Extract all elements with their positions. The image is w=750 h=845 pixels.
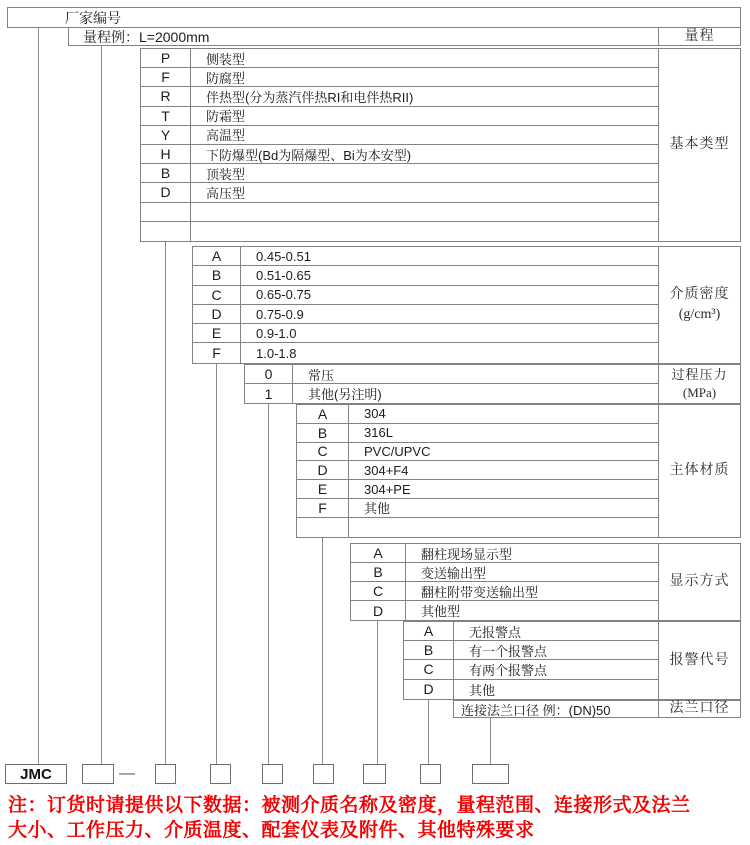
category-alarm: 报警代号 [658, 621, 741, 700]
code-cell: A [297, 405, 349, 423]
table-row [297, 461, 658, 480]
code-cell: D [404, 680, 454, 699]
desc-cell [191, 222, 658, 241]
connector-line-density [216, 364, 217, 764]
table-row [297, 405, 658, 424]
desc-cell: 高压型 [206, 185, 246, 201]
connector-line-pressure [268, 403, 269, 764]
code-cell [141, 222, 191, 241]
ordering-note-line2: 大小、工作压力、介质温度、配套仪表及附件、其他特殊要求 [8, 820, 535, 841]
desc-cell: 翻柱现场显示型 [421, 546, 513, 562]
code-cell: B [297, 424, 349, 442]
desc-cell: 侧装型 [206, 51, 246, 67]
desc-cell: 0.45-0.51 [256, 248, 311, 264]
code-cell: C [404, 660, 454, 678]
code-cell: E [297, 480, 349, 498]
code-cell: H [141, 145, 191, 163]
code-cell: D [193, 305, 241, 323]
desc-cell: 变送输出型 [421, 565, 487, 581]
table-row [141, 183, 658, 202]
code-box-basic-type [155, 764, 176, 784]
code-cell: D [297, 461, 349, 479]
table-row [141, 107, 658, 126]
table-row [141, 126, 658, 145]
density-table [192, 246, 659, 364]
desc-cell [349, 518, 658, 537]
table-row [351, 544, 658, 563]
connector-line-material [322, 538, 323, 764]
desc-cell: 其他 [364, 501, 391, 517]
desc-cell: 0.75-0.9 [256, 306, 304, 322]
connector-line-flange [490, 717, 491, 764]
code-cell [141, 203, 191, 221]
category-flange: 法兰口径 [658, 700, 741, 718]
desc-cell: 下防爆型(Bd为隔爆型、Bi为本安型) [206, 147, 412, 163]
code-cell: B [193, 266, 241, 284]
table-row [141, 164, 658, 183]
desc-cell: 无报警点 [469, 624, 522, 640]
connector-line-alarm [428, 699, 429, 764]
ordering-note [8, 793, 748, 843]
manufacturer-number-box [7, 7, 741, 28]
connector-line-manufacturer [38, 27, 39, 764]
display-mode-table [350, 543, 659, 621]
code-cell: A [193, 247, 241, 265]
code-cell: C [297, 443, 349, 461]
code-cell: F [297, 499, 349, 517]
table-row [193, 343, 658, 362]
category-density [658, 246, 741, 364]
category-pressure-line1: 过程压力 [671, 366, 728, 382]
table-row [141, 68, 658, 87]
table-row [141, 87, 658, 106]
pressure-table [244, 364, 659, 404]
code-cell: B [404, 641, 454, 659]
desc-cell: 316L [364, 425, 393, 441]
table-row [297, 518, 658, 537]
alarm-table [403, 621, 659, 700]
ordering-note-line1: 注：订货时请提供以下数据：被测介质名称及密度，量程范围、连接形式及法兰 [8, 795, 691, 816]
range-example-box [68, 27, 659, 46]
code-box-pressure [262, 764, 283, 784]
code-cell: 1 [245, 384, 293, 403]
desc-cell: 0.9-1.0 [256, 325, 297, 341]
table-row [141, 222, 658, 241]
desc-cell: 其他型 [421, 604, 461, 619]
category-density-line1: 介质密度 [669, 287, 730, 303]
desc-cell: 0.51-0.65 [256, 267, 311, 283]
flange-size-box [453, 700, 659, 718]
code-cell [297, 518, 349, 537]
desc-cell [191, 203, 658, 221]
table-row [193, 324, 658, 343]
code-cell: 0 [245, 365, 293, 383]
code-cell: A [351, 544, 406, 562]
code-box-alarm [420, 764, 441, 784]
desc-cell: 高温型 [206, 128, 246, 144]
table-row [141, 203, 658, 222]
code-box-flange [472, 764, 509, 784]
code-cell: C [193, 286, 241, 304]
code-cell: F [141, 68, 191, 86]
table-row [297, 480, 658, 499]
table-row [351, 563, 658, 582]
table-row [141, 145, 658, 164]
connector-line-basic-type [165, 242, 166, 764]
desc-cell: 1.0-1.8 [256, 345, 297, 361]
category-range: 量程 [658, 27, 741, 46]
desc-cell: 防腐型 [206, 70, 246, 86]
range-example-label: 量程例：L=2000mm [83, 28, 210, 45]
desc-cell: 有一个报警点 [469, 643, 548, 659]
table-row [351, 582, 658, 601]
code-cell: E [193, 324, 241, 342]
code-cell: Y [141, 126, 191, 144]
desc-cell: 伴热型(分为蒸汽伴热RI和电伴热RII) [206, 89, 414, 105]
category-basic-type: 基本类型 [658, 48, 741, 242]
connector-line-range [101, 46, 102, 764]
desc-cell: 翻柱附带变送输出型 [421, 584, 539, 600]
code-cell: D [141, 183, 191, 201]
code-cell: B [351, 563, 406, 581]
desc-cell: PVC/UPVC [364, 443, 431, 459]
dash-separator: — [119, 765, 135, 782]
table-row [297, 443, 658, 462]
material-table [296, 404, 659, 538]
table-row [297, 424, 658, 443]
code-cell: D [351, 601, 406, 620]
table-row [193, 266, 658, 285]
category-pressure-line2: (MPa) [682, 385, 717, 400]
table-row [351, 601, 658, 620]
code-box-range [82, 764, 114, 784]
desc-cell: 其他(另注明) [308, 387, 382, 402]
basic-type-table [140, 48, 659, 242]
desc-cell: 0.65-0.75 [256, 287, 311, 303]
desc-cell: 304+F4 [364, 462, 409, 478]
code-cell: B [141, 164, 191, 182]
manufacturer-number-label: 厂家编号 [65, 9, 121, 26]
table-row [245, 384, 658, 403]
code-box-material [313, 764, 334, 784]
desc-cell: 防霜型 [206, 109, 246, 125]
desc-cell: 304 [364, 406, 386, 422]
table-row [245, 365, 658, 384]
table-row [193, 247, 658, 266]
desc-cell: 304+PE [364, 481, 411, 497]
connector-line-display [377, 620, 378, 764]
desc-cell: 顶装型 [206, 166, 246, 182]
code-cell: C [351, 582, 406, 600]
desc-cell: 其他 [469, 682, 496, 698]
category-display: 显示方式 [658, 543, 741, 621]
table-row [404, 680, 658, 699]
desc-cell: 常压 [308, 367, 335, 383]
code-cell: F [193, 343, 241, 362]
table-row [297, 499, 658, 518]
table-row [404, 660, 658, 679]
category-material: 主体材质 [658, 404, 741, 538]
code-cell: R [141, 87, 191, 105]
table-row [141, 49, 658, 68]
table-row [404, 622, 658, 641]
code-cell: P [141, 49, 191, 67]
category-pressure [658, 364, 741, 404]
code-box-density [210, 764, 231, 784]
desc-cell: 有两个报警点 [469, 662, 548, 678]
category-density-line2: (g/cm³) [678, 307, 721, 322]
model-prefix-box: JMC [5, 764, 67, 784]
table-row [404, 641, 658, 660]
code-cell: A [404, 622, 454, 640]
table-row [193, 305, 658, 324]
code-box-display [363, 764, 386, 784]
table-row [193, 286, 658, 305]
code-cell: T [141, 107, 191, 125]
flange-size-label: 连接法兰口径 例：(DN)50 [461, 702, 611, 718]
